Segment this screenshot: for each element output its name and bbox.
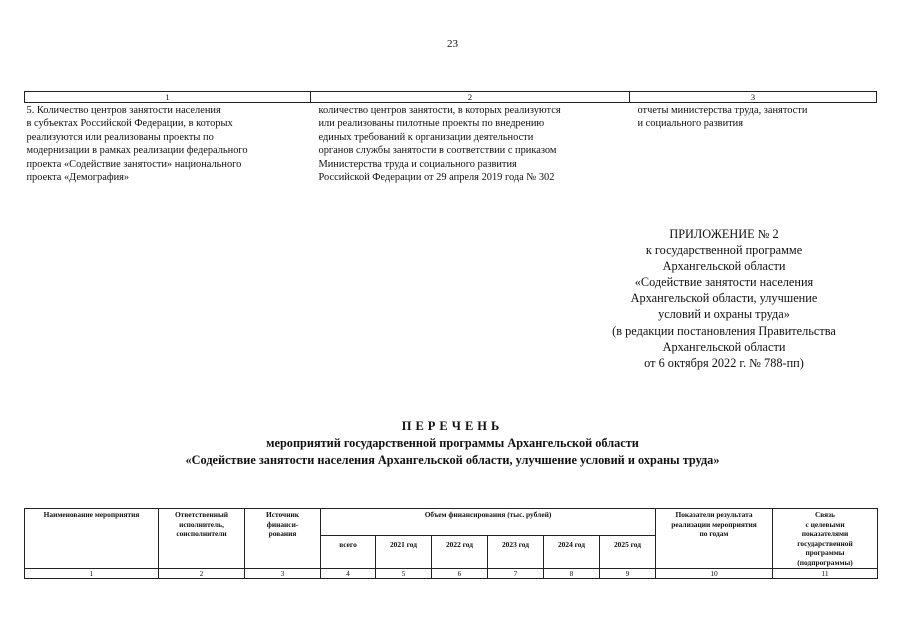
header-line: Ответственный	[174, 510, 229, 519]
header-line: Показатели результата	[675, 510, 753, 519]
header-line: показателями	[801, 529, 849, 538]
cell-line: отчеты министерства труда, занятости	[637, 105, 808, 116]
column-number: 8	[544, 569, 600, 579]
header-target-link	[773, 509, 878, 569]
header-line: реализации мероприятия	[671, 519, 757, 529]
column-number: 2	[311, 92, 630, 103]
header-year: 2021 год	[376, 535, 432, 568]
header-line: исполнитель,	[179, 519, 224, 529]
column-number: 1	[25, 569, 159, 579]
document-title	[0, 418, 905, 468]
title-main: ПЕРЕЧЕНЬ	[401, 419, 504, 433]
header-result-indicators	[656, 509, 773, 569]
header-line: по годам	[699, 529, 729, 538]
column-number: 11	[773, 569, 878, 579]
cell-line: количество центров занятости, в которых реализуются	[318, 105, 561, 116]
cell-line: органов службы занятости в соответствии с приказом	[318, 145, 557, 157]
column-number: 1	[25, 92, 311, 103]
cell-line: в субъектах Российской Федерации, в которых	[26, 118, 233, 130]
indicator-source-cell	[630, 103, 877, 185]
header-measure-name: Наименование мероприятия	[25, 509, 159, 569]
cell-line: реализуются или реализованы проекты по	[26, 131, 214, 143]
column-number: 5	[376, 569, 432, 579]
title-subtitle: «Содействие занятости населения Архангельской области, улучшение условий и охраны труда»	[185, 452, 720, 467]
header-line: соисполнители	[176, 529, 227, 538]
header-year: 2022 год	[432, 535, 488, 568]
cell-line: единых требований к организации деятельности	[318, 131, 534, 143]
cell-line: и социального развития	[637, 118, 744, 130]
appendix-line: (в редакции постановления Правительства	[612, 323, 836, 338]
column-number: 2	[159, 569, 245, 579]
header-funding-source	[245, 509, 321, 569]
appendix-line: Архангельской области	[662, 259, 786, 274]
header-line: (подпрограммы)	[797, 557, 853, 567]
header-row	[25, 509, 878, 536]
header-funding-volume: Объем финансирования (тыс. рублей)	[321, 509, 656, 536]
header-line: программы	[805, 548, 845, 557]
page-number: 23	[447, 38, 458, 50]
column-number-row	[25, 569, 878, 579]
header-year: 2023 год	[488, 535, 544, 568]
header-line: Связь	[814, 510, 836, 519]
cell-line: Министерства труда и социального развития	[318, 158, 517, 170]
appendix-line: Архангельской области	[662, 339, 786, 354]
cell-line: Российской Федерации от 29 апреля 2019 года № 302	[318, 172, 555, 184]
measures-table	[24, 508, 878, 579]
results-table	[24, 91, 877, 184]
cell-line: модернизации в рамках реализации федерального	[26, 145, 248, 157]
header-year: 2025 год	[600, 535, 656, 568]
appendix-header	[566, 226, 882, 371]
column-number: 3	[630, 92, 877, 103]
indicator-name-cell	[25, 103, 311, 185]
appendix-line: «Содействие занятости населения	[634, 275, 814, 290]
header-line: финанси-	[266, 519, 299, 529]
column-number: 4	[321, 569, 376, 579]
column-number: 9	[600, 569, 656, 579]
column-number: 6	[432, 569, 488, 579]
column-number: 7	[488, 569, 544, 579]
cell-line: или реализованы пилотные проекты по внедрению	[318, 118, 545, 130]
appendix-line: к государственной программе	[645, 243, 803, 258]
cell-line: 5. Количество центров занятости населения	[26, 105, 221, 116]
column-number: 3	[245, 569, 321, 579]
header-responsible	[159, 509, 245, 569]
header-line: рования	[268, 529, 297, 538]
appendix-line: Архангельской области, улучшение	[630, 291, 818, 306]
appendix-line: условий и охраны труда»	[658, 307, 790, 322]
indicator-description-cell	[311, 103, 630, 185]
header-line: Источник	[265, 510, 299, 519]
cell-line: проекта «Содействие занятости» национального	[26, 158, 242, 170]
column-number-row	[25, 92, 877, 103]
appendix-line: от 6 октября 2022 г. № 788-пп)	[644, 355, 804, 370]
header-total: всего	[321, 535, 376, 568]
header-line: государственной	[797, 538, 853, 548]
header-year: 2024 год	[544, 535, 600, 568]
cell-line: проекта «Демография»	[26, 172, 130, 184]
header-line: с целевыми	[805, 519, 845, 529]
column-number: 10	[656, 569, 773, 579]
appendix-line: ПРИЛОЖЕНИЕ № 2	[669, 227, 779, 241]
table-row	[25, 103, 877, 185]
title-subtitle: мероприятий государственной программы Архангельской области	[266, 436, 639, 450]
